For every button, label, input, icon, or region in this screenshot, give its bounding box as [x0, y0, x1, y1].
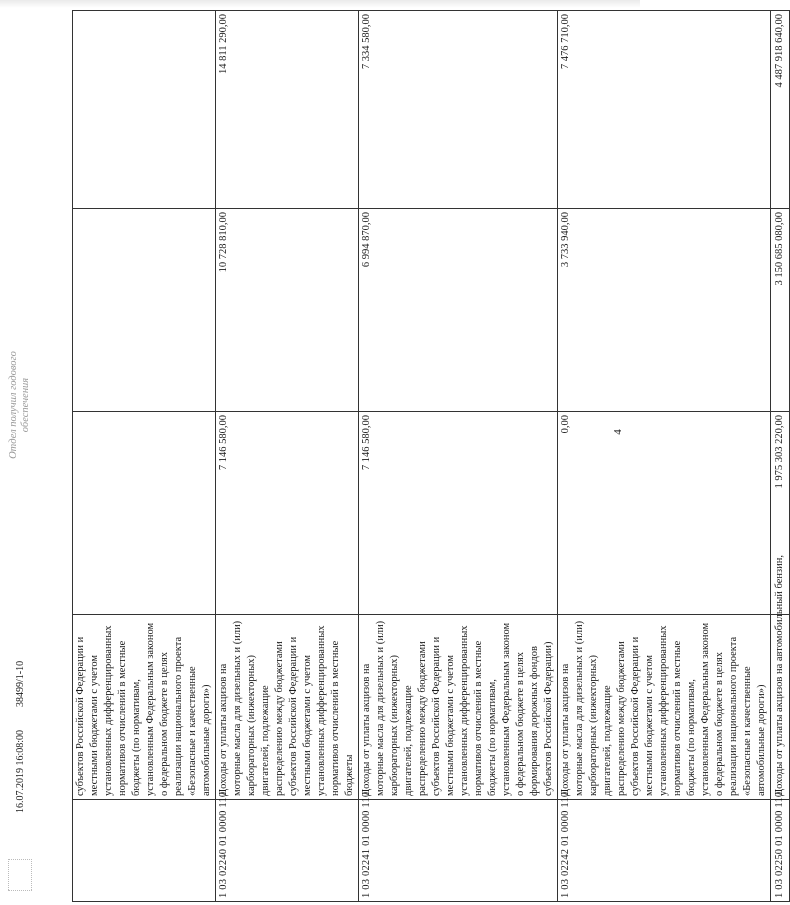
cell-name: Доходы от уплаты акцизов на автомобильный бензин,: [771, 615, 790, 800]
footer-date: 16.07.2019 16:08:00: [15, 729, 26, 813]
cell-value: 3 733 940,00: [558, 209, 771, 412]
cell-name: Доходы от уплаты акцизов на моторные масла для дизельных и (или) карбюраторных (инжекторных) двигателей, подлежащие распределению между бюджетами субъектов Российской Федерации и местными бюджетами с учетом установленных дифференцированных нормативов отчислений в местные бюджеты (по нормативам, установленным Федеральным законом о федеральном бюджете в целях реализации национального проекта «Безопасные и качественные автомобильные дороги»): [558, 615, 771, 800]
faint-stamp: [8, 345, 32, 465]
cell-value: 7 146 580,00: [359, 412, 558, 615]
cell-value: 10 728 810,00: [216, 209, 359, 412]
cell-value: [73, 11, 216, 209]
table-row: [216, 11, 359, 902]
footer-reference: 38499/1-10: [15, 660, 26, 707]
page-number: 4: [612, 429, 624, 435]
cell-name: Доходы от уплаты акцизов на моторные масла для дизельных и (или) карбюраторных (инжекторных) двигателей, подлежащие распределению между бюджетами субъектов Российской Федерации и местными бюджетами с учетом установленных дифференцированных нормативов отчислений в местные бюджеты (по нормативам, установленным Федеральным законом о федеральном бюджете в целях формирования дорожных фондов субъектов Российской Федерации): [359, 615, 558, 800]
cell-value: 6 994 870,00: [359, 209, 558, 412]
cell-value: 7 334 580,00: [359, 11, 558, 209]
cell-code: [73, 800, 216, 902]
cell-code: 1 03 02240 01 0000 110: [216, 800, 359, 902]
cell-value: 0,00: [558, 412, 771, 615]
table-row: [73, 11, 216, 902]
cell-code: 1 03 02241 01 0000 110: [359, 800, 558, 902]
stamp-line: Отдел получил годового: [8, 351, 19, 459]
cell-value: 7 146 580,00: [216, 412, 359, 615]
stamp-line: обеспечения: [20, 377, 31, 433]
cell-value: [73, 412, 216, 615]
cell-name: субъектов Российской Федерации и местными бюджетами с учетом установленных дифференцированных нормативов отчислений в местные бюджеты (по нормативам, установленным Федеральным законом о федеральном бюджете в целях реализации национального проекта «Безопасные и качественные автомобильные дороги»): [73, 615, 216, 800]
cell-value: 14 811 290,00: [216, 11, 359, 209]
cell-name: Доходы от уплаты акцизов на моторные масла для дизельных и (или) карбюраторных (инжекторных) двигателей, подлежащие распределению между бюджетами субъектов Российской Федерации и местными бюджетами с учетом установленных дифференцированных нормативов отчислений в местные бюджеты: [216, 615, 359, 800]
cell-value: 7 476 710,00: [558, 11, 771, 209]
budget-table: [72, 10, 790, 902]
cell-value: 1 975 303 220,00: [771, 412, 790, 615]
cell-value: 3 150 685 080,00: [771, 209, 790, 412]
barcode-stamp: [8, 859, 32, 891]
cell-value: [73, 209, 216, 412]
table-row: [359, 11, 558, 902]
cell-code: 1 03 02242 01 0000 110: [558, 800, 771, 902]
cell-value: 4 487 918 640,00: [771, 11, 790, 209]
table-row: [771, 11, 790, 902]
table-row: [558, 11, 771, 902]
cell-code: 1 03 02250 01 0000 110: [771, 800, 790, 902]
